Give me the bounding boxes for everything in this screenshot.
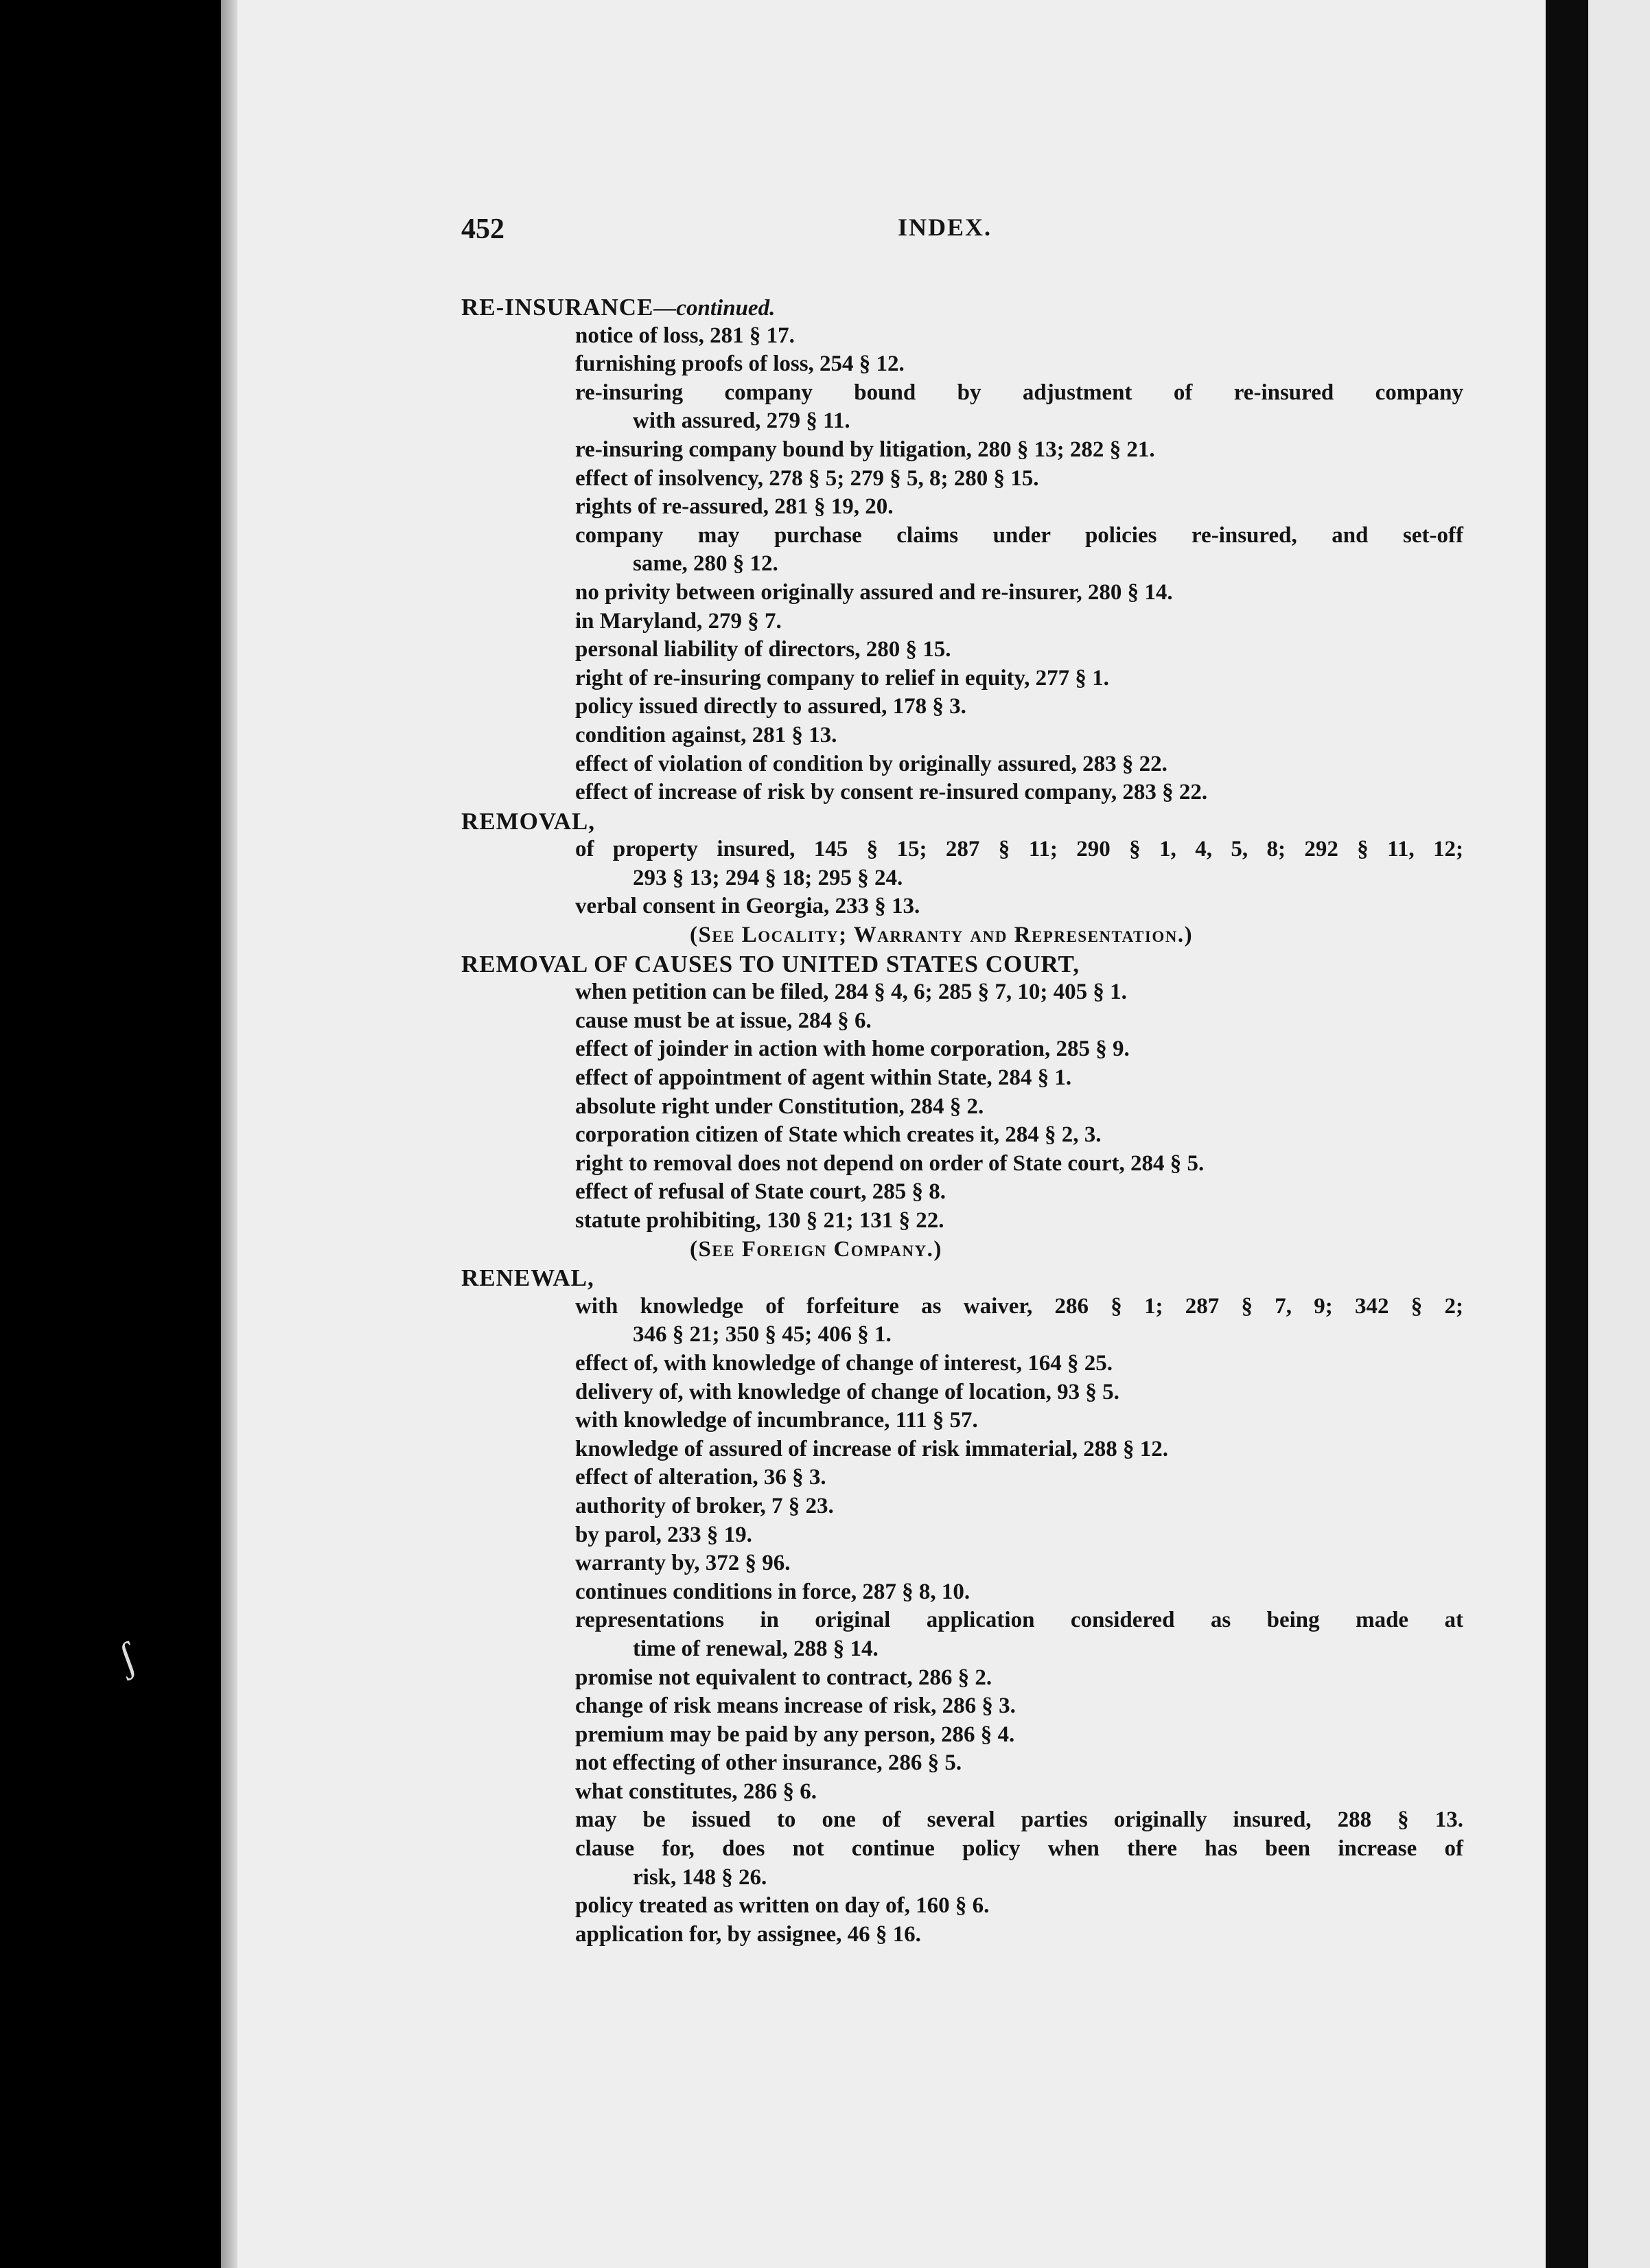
index-entry [461, 1692, 1463, 1721]
entry-text: warranty by, 372 § 96. [575, 1551, 791, 1576]
entry-text: effect of appointment of agent within State, 284 § 1. [575, 1065, 1072, 1091]
entry-text: no privity between originally assured and re-insurer, 280 § 14. [575, 579, 1173, 605]
entry-continuation [461, 1321, 1463, 1350]
index-entry [461, 693, 1463, 721]
index-entry [461, 1207, 1463, 1236]
index-entry [461, 350, 1463, 379]
entry-text: representations in original application considered as being made at [575, 1608, 1463, 1633]
entry-text: right to removal does not depend on order of State court, 284 § 5. [575, 1150, 1205, 1176]
entry-text: same, 280 § 12. [633, 551, 778, 577]
entry-text: effect of insolvency, 278 § 5; 279 § 5, 8; 280 § 15. [575, 465, 1039, 491]
index-entry [461, 1806, 1463, 1835]
entry-text: risk, 148 § 26. [633, 1864, 767, 1890]
index-entry [461, 579, 1463, 608]
index-entry [461, 522, 1463, 551]
index-entry [461, 1492, 1463, 1521]
entry-continuation [461, 1635, 1463, 1664]
index-heading [461, 293, 1463, 322]
entry-text: corporation citizen of State which creates it, 284 § 2, 3. [575, 1122, 1102, 1148]
entry-text: re-insuring company bound by adjustment of re-insured company [575, 380, 1463, 405]
index-heading [461, 1264, 1463, 1293]
entry-text: re-insuring company bound by litigation, 280 § 13; 282 § 21. [575, 437, 1155, 462]
entry-text: verbal consent in Georgia, 233 § 13. [575, 894, 920, 919]
entry-text: condition against, 281 § 13. [575, 722, 837, 748]
scan-border [1546, 0, 1588, 2268]
entry-text: may be issued to one of several parties originally insured, 288 § 13. [575, 1807, 1463, 1833]
index-entry [461, 1064, 1463, 1093]
heading-suffix: —continued. [653, 296, 776, 321]
entry-text: absolute right under Constitution, 284 § 2. [575, 1094, 984, 1119]
entry-text: policy issued directly to assured, 178 § 3. [575, 694, 966, 719]
index-entry [461, 1007, 1463, 1036]
entry-text: company may purchase claims under policies re-insured, and set-off [575, 522, 1463, 548]
index-entry [461, 1921, 1463, 1949]
entry-continuation [461, 1864, 1463, 1893]
page-header [461, 213, 1463, 247]
index-entry [461, 1892, 1463, 1921]
page-gutter-shadow [221, 0, 237, 2268]
index-entry [461, 1350, 1463, 1378]
entry-text: not effecting of other insurance, 286 § 5. [575, 1750, 962, 1776]
cross-reference [461, 921, 1463, 950]
entry-text: when petition can be filed, 284 § 4, 6; 285 § 7, 10; 405 § 1. [575, 980, 1127, 1005]
scan-smudge: ʃ [113, 1633, 141, 1681]
index-entry [461, 1778, 1463, 1807]
index-entry [461, 1549, 1463, 1578]
index-entry [461, 1035, 1463, 1064]
entry-text: policy treated as written on day of, 160 § 6. [575, 1893, 990, 1919]
index-entry [461, 1721, 1463, 1750]
entry-text: 346 § 21; 350 § 45; 406 § 1. [633, 1322, 892, 1347]
index-entry [461, 493, 1463, 522]
heading-text: RE-INSURANCE [461, 294, 654, 321]
adjacent-page-edge [1588, 0, 1650, 2268]
index-entry [461, 1121, 1463, 1150]
cross-reference [461, 1236, 1463, 1264]
entry-text: (See Locality; Warranty and Representation.) [690, 923, 1194, 948]
index-entry [461, 436, 1463, 465]
entry-text: effect of increase of risk by consent re-insured company, 283 § 22. [575, 780, 1208, 805]
entry-text: application for, by assignee, 46 § 16. [575, 1921, 921, 1947]
index-entry [461, 721, 1463, 750]
entry-continuation [461, 407, 1463, 436]
entry-text: time of renewal, 288 § 14. [633, 1636, 879, 1661]
index-entry [461, 1407, 1463, 1435]
index-entry [461, 1293, 1463, 1321]
index-entry [461, 1178, 1463, 1207]
page-number: 452 [461, 213, 504, 245]
entry-text: effect of joinder in action with home corporation, 285 § 9. [575, 1037, 1130, 1062]
entry-text: change of risk means increase of risk, 286 § 3. [575, 1693, 1016, 1719]
heading-text: RENEWAL, [461, 1264, 594, 1292]
index-entry [461, 1606, 1463, 1635]
entry-text: what constitutes, 286 § 6. [575, 1779, 817, 1804]
index-entry [461, 322, 1463, 351]
entry-text: personal liability of directors, 280 § 15. [575, 637, 951, 662]
entry-text: knowledge of assured of increase of risk immaterial, 288 § 12. [575, 1436, 1169, 1461]
entry-text: promise not equivalent to contract, 286 § 2. [575, 1665, 992, 1690]
index-entry [461, 1150, 1463, 1179]
entry-text: effect of violation of condition by originally assured, 283 § 22. [575, 751, 1167, 776]
entry-text: delivery of, with knowledge of change of location, 93 § 5. [575, 1379, 1119, 1404]
index-entry [461, 978, 1463, 1007]
index-entry [461, 1578, 1463, 1607]
entry-text: notice of loss, 281 § 17. [575, 323, 795, 348]
index-body [461, 293, 1463, 1949]
entry-text: effect of refusal of State court, 285 § 8. [575, 1179, 946, 1205]
index-entry [461, 379, 1463, 408]
entry-text: with knowledge of forfeiture as waiver, 286 § 1; 287 § 7, 9; 342 § 2; [575, 1293, 1463, 1319]
index-entry [461, 1463, 1463, 1492]
index-entry [461, 835, 1463, 864]
entry-text: (See Foreign Company.) [690, 1236, 942, 1262]
index-entry [461, 892, 1463, 921]
entry-text: with assured, 279 § 11. [633, 408, 850, 434]
entry-text: rights of re-assured, 281 § 19, 20. [575, 494, 894, 520]
index-entry [461, 608, 1463, 636]
entry-text: premium may be paid by any person, 286 § 4. [575, 1722, 1015, 1747]
entry-text: furnishing proofs of loss, 254 § 12. [575, 351, 905, 377]
index-entry [461, 465, 1463, 494]
entry-text: in Maryland, 279 § 7. [575, 608, 782, 634]
entry-text: 293 § 13; 294 § 18; 295 § 24. [633, 865, 903, 890]
entry-text: continues conditions in force, 287 § 8, 10. [575, 1579, 971, 1604]
running-title: INDEX. [898, 213, 992, 241]
entry-text: clause for, does not continue policy when there has been increase of [575, 1836, 1463, 1862]
index-entry [461, 778, 1463, 807]
entry-continuation [461, 550, 1463, 579]
entry-text: of property insured, 145 § 15; 287 § 11; 290 § 1, 4, 5, 8; 292 § 11, 12; [575, 837, 1463, 862]
index-entry [461, 1749, 1463, 1778]
entry-text: effect of alteration, 36 § 3. [575, 1465, 826, 1490]
index-entry [461, 1093, 1463, 1122]
index-entry [461, 636, 1463, 664]
index-entry [461, 1521, 1463, 1550]
entry-text: with knowledge of incumbrance, 111 § 57. [575, 1408, 978, 1433]
index-entry [461, 1664, 1463, 1693]
entry-text: effect of, with knowledge of change of interest, 164 § 25. [575, 1350, 1113, 1376]
index-entry [461, 1435, 1463, 1464]
entry-continuation [461, 864, 1463, 893]
index-entry [461, 1835, 1463, 1864]
heading-text: REMOVAL, [461, 807, 596, 835]
index-entry [461, 750, 1463, 779]
heading-text: REMOVAL OF CAUSES TO UNITED STATES COURT, [461, 950, 1080, 977]
entry-text: by parol, 233 § 19. [575, 1522, 752, 1547]
entry-text: statute prohibiting, 130 § 21; 131 § 22. [575, 1208, 944, 1233]
index-heading [461, 807, 1463, 836]
index-entry [461, 664, 1463, 693]
index-entry [461, 1378, 1463, 1407]
entry-text: cause must be at issue, 284 § 6. [575, 1008, 872, 1033]
entry-text: right of re-insuring company to relief in equity, 277 § 1. [575, 665, 1109, 691]
index-heading [461, 950, 1463, 979]
entry-text: authority of broker, 7 § 23. [575, 1493, 834, 1518]
